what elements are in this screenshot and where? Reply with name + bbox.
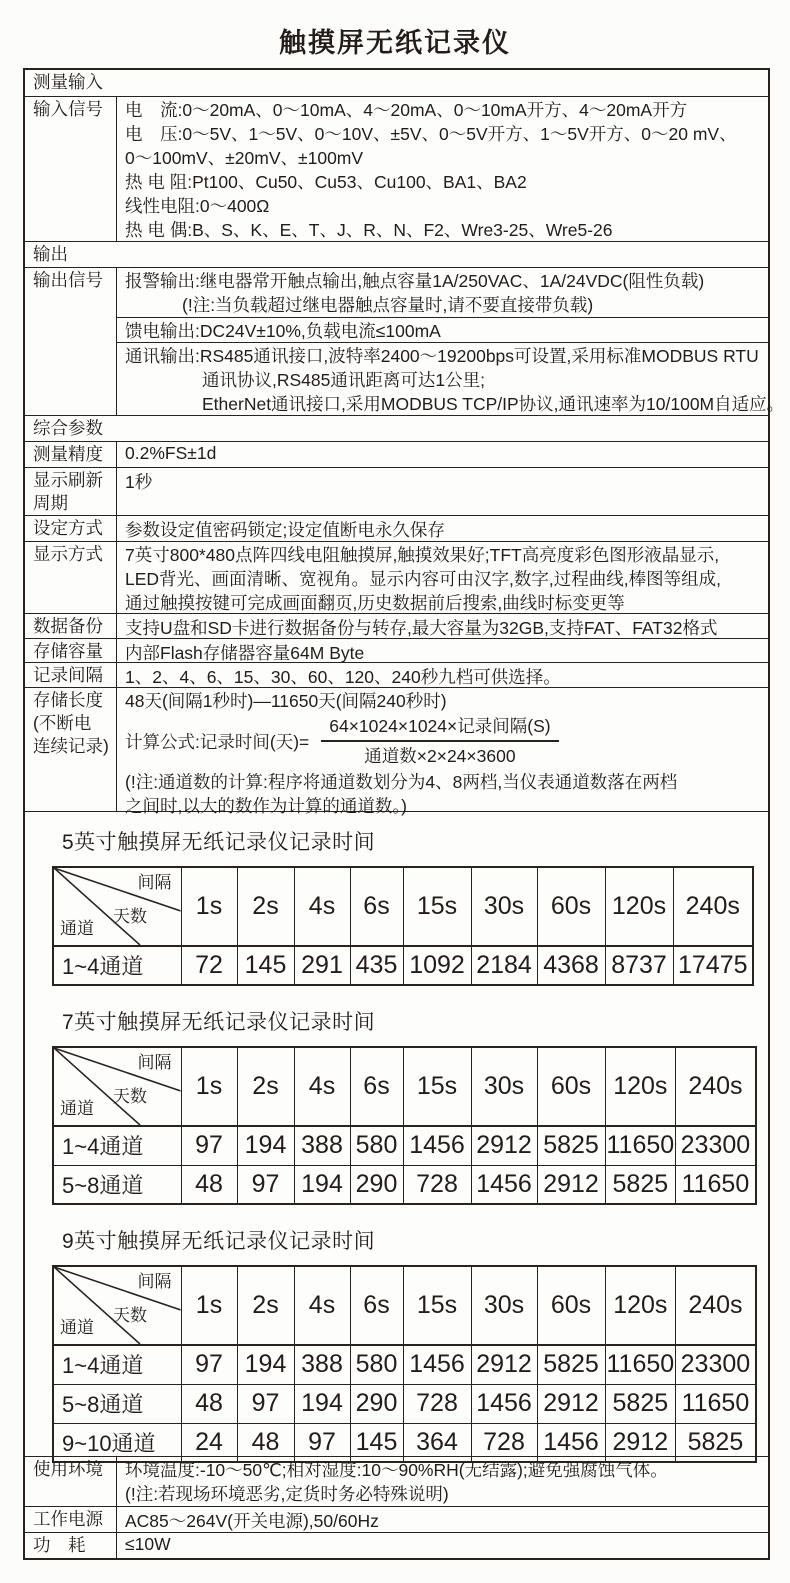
interval-header-cell: 2s (237, 1047, 294, 1126)
record-days-cell: 290 (350, 1165, 403, 1204)
spec-row-value: 1、2、4、6、15、30、60、120、240秒九档可供选择。 (125, 667, 561, 687)
record-days-cell: 23300 (676, 1126, 756, 1165)
record-days-cell: 2912 (537, 1384, 605, 1423)
spec-row-label: 显示方式 (25, 542, 117, 613)
record-days-cell: 194 (294, 1165, 350, 1204)
spec-row-environment (25, 1456, 768, 1506)
spec-row-data-backup (25, 613, 768, 638)
corner-label-days: 天数 (113, 907, 147, 926)
spec-row-label: 设定方式 (25, 516, 117, 541)
corner-label-interval: 间隔 (137, 1053, 172, 1072)
record-table-header-row (53, 1047, 756, 1126)
spec-row-refresh-period (25, 467, 768, 515)
spec-line: 7英寸800*480点阵四线电阻触摸屏,触摸效果好;TFT高亮度彩色图形液晶显示, (125, 545, 720, 565)
spec-row-display-method (25, 541, 768, 613)
record-table-title: 7英寸触摸屏无纸记录仪记录时间 (62, 1011, 376, 1034)
interval-header-cell: 120s (605, 867, 673, 946)
spec-row-record-interval (25, 662, 768, 687)
record-days-cell: 23300 (676, 1345, 756, 1384)
spec-line: (!注:若现场环境恶劣,定货时务必特殊说明) (125, 1484, 449, 1504)
spec-row-value: ≤10W (125, 1534, 171, 1554)
record-days-cell: 1456 (471, 1384, 537, 1423)
interval-header-cell: 60s (537, 867, 605, 946)
channel-label-cell: 1~4通道 (53, 1126, 181, 1165)
spec-row-label: 记录间隔 (25, 663, 117, 687)
spec-line: 0～100mV、±20mV、±100mV (125, 148, 364, 168)
interval-header-cell: 2s (237, 867, 294, 946)
spec-line: 通讯协议,RS485通讯距离可达1公里; (202, 370, 485, 390)
formula-numerator: 64×1024×1024×记录间隔(S) (321, 714, 558, 742)
record-time-table-5inch (52, 866, 754, 986)
record-days-cell: 48 (181, 1384, 237, 1423)
record-days-cell: 97 (237, 1384, 294, 1423)
record-days-cell: 24 (181, 1423, 237, 1462)
interval-header-cell: 60s (537, 1047, 605, 1126)
spec-line: 馈电输出:DC24V±10%,负载电流≤100mA (125, 321, 441, 341)
spec-row-value (117, 1457, 768, 1506)
spec-row-setting-method (25, 515, 768, 541)
record-days-cell: 48 (237, 1423, 294, 1462)
record-table-block-9inch (25, 1225, 768, 1463)
record-days-cell: 290 (350, 1384, 403, 1423)
channel-label-cell: 5~8通道 (53, 1384, 181, 1423)
formula-prefix: 计算公式:记录时间(天)= (125, 731, 310, 752)
diagonal-header-cell (53, 1047, 181, 1126)
record-days-cell: 5825 (605, 1384, 676, 1423)
record-days-cell: 1456 (537, 1423, 605, 1462)
interval-header-cell: 15s (403, 867, 471, 946)
record-days-cell: 728 (403, 1384, 471, 1423)
label-line: 连续记录) (33, 736, 109, 756)
label-line: 存储长度 (33, 690, 103, 710)
spec-row-value (117, 97, 768, 241)
spec-row-label: 测量精度 (25, 442, 117, 467)
record-table-row (53, 1384, 756, 1423)
record-days-cell: 5825 (537, 1126, 605, 1165)
spec-row-value: 参数设定值密码锁定;设定值断电永久保存 (125, 520, 445, 540)
interval-header-cell: 240s (673, 867, 753, 946)
interval-header-cell: 30s (471, 1047, 537, 1126)
spec-row-label: 数据备份 (25, 614, 117, 638)
spec-row-label: 输出信号 (25, 268, 117, 415)
record-days-cell: 5825 (537, 1345, 605, 1384)
interval-header-cell: 4s (294, 867, 350, 946)
interval-header-cell: 120s (605, 1266, 676, 1345)
spec-row-label: 使用环境 (25, 1457, 117, 1506)
feed-output-cell (117, 317, 768, 342)
record-table-row (53, 946, 753, 985)
spec-line: 线性电阻:0～400Ω (125, 196, 270, 216)
record-days-cell: 2912 (537, 1165, 605, 1204)
spec-row-value: 内部Flash存储器容量64M Byte (125, 643, 365, 663)
record-days-cell: 2912 (471, 1345, 537, 1384)
interval-header-cell: 15s (403, 1266, 471, 1345)
spec-row-value (117, 542, 768, 613)
spec-row-label: 存储容量 (25, 639, 117, 662)
record-days-cell: 364 (403, 1423, 471, 1462)
spec-row-label: 输入信号 (25, 97, 117, 241)
record-table-header-row (53, 867, 753, 946)
spec-row-value (117, 268, 785, 415)
interval-header-cell: 30s (471, 867, 537, 946)
channel-label-cell: 5~8通道 (53, 1165, 181, 1204)
corner-label-days: 天数 (113, 1087, 147, 1106)
record-days-cell: 1456 (471, 1165, 537, 1204)
section-header-measure-input: 测量输入 (33, 72, 103, 92)
spec-line: LED背光、画面清晰、宽视角。显示内容可由汉字,数字,过程曲线,棒图等组成, (125, 569, 721, 589)
spec-row-accuracy (25, 441, 768, 467)
record-table-header-row (53, 1266, 756, 1345)
record-days-cell: 2912 (471, 1126, 537, 1165)
interval-header-cell: 6s (350, 1266, 403, 1345)
corner-label-interval: 间隔 (137, 873, 172, 892)
spec-row-output-signal (25, 267, 785, 415)
spec-line: (!注:通道数的计算:程序将通道数划分为4、8两档,当仪表通道数落在两档 (125, 772, 678, 792)
record-days-cell: 194 (237, 1126, 294, 1165)
record-days-cell: 97 (237, 1165, 294, 1204)
spec-line: 之间时,以大的数作为计算的通道数。) (125, 796, 407, 816)
record-days-cell: 728 (403, 1165, 471, 1204)
section-header-output: 输出 (25, 241, 768, 267)
record-days-cell: 728 (471, 1423, 537, 1462)
comm-output-cell (117, 342, 785, 415)
spec-line: 热 电 阻:Pt100、Cu50、Cu53、Cu100、BA1、BA2 (125, 172, 527, 192)
record-table-title: 9英寸触摸屏无纸记录仪记录时间 (62, 1230, 376, 1253)
spec-row-label (25, 688, 117, 811)
spec-line: 通讯输出:RS485通讯接口,波特率2400～19200bps可设置,采用标准MODBUS RTU (125, 346, 759, 366)
record-days-cell: 1092 (403, 946, 471, 985)
corner-label-channel: 通道 (60, 1099, 94, 1118)
record-days-cell: 97 (181, 1126, 237, 1165)
spec-row-power-consumption (25, 1532, 768, 1558)
corner-label-channel: 通道 (60, 919, 94, 938)
record-days-cell: 5825 (605, 1165, 676, 1204)
spec-row-value: 1秒 (125, 472, 153, 492)
record-days-cell: 4368 (537, 946, 605, 985)
spec-row-storage-length (25, 687, 768, 816)
record-days-cell: 388 (294, 1126, 350, 1165)
spec-row-value: 支持U盘和SD卡进行数据备份与转存,最大容量为32GB,支持FAT、FAT32格式 (125, 618, 718, 638)
spec-table (23, 68, 785, 1560)
record-table-block-5inch (25, 826, 768, 986)
interval-header-cell: 6s (350, 867, 403, 946)
record-days-cell: 11650 (605, 1126, 676, 1165)
storage-range-line: 48天(间隔1秒时)—11650天(间隔240秒时) (125, 691, 447, 711)
corner-label-interval: 间隔 (137, 1272, 172, 1291)
record-days-cell: 580 (350, 1126, 403, 1165)
record-days-cell: 291 (294, 946, 350, 985)
record-days-cell: 97 (294, 1423, 350, 1462)
spec-line: 电 流:0～20mA、0～10mA、4～20mA、0～10mA开方、4～20mA开方 (125, 100, 688, 120)
spec-line: (!注:当负载超过继电器触点容量时,请不要直接带负载) (182, 295, 594, 315)
diagonal-header-cell (53, 1266, 181, 1345)
spec-row-value (117, 688, 768, 816)
interval-header-cell: 240s (676, 1047, 756, 1126)
record-days-cell: 1456 (403, 1126, 471, 1165)
alarm-output-cell (117, 268, 768, 317)
record-table-row (53, 1165, 756, 1204)
record-days-cell: 145 (350, 1423, 403, 1462)
record-table-row (53, 1345, 756, 1384)
interval-header-cell: 1s (181, 1047, 237, 1126)
record-days-cell: 194 (294, 1384, 350, 1423)
record-days-cell: 11650 (676, 1165, 756, 1204)
channel-label-cell: 9~10通道 (53, 1423, 181, 1462)
label-line: (不断电 (33, 713, 92, 733)
interval-header-cell: 6s (350, 1047, 403, 1126)
spec-line: 热 电 偶:B、S、K、E、T、J、R、N、F2、Wre3-25、Wre5-26 (125, 220, 613, 240)
spec-row-label: 工作电源 (25, 1507, 117, 1532)
record-table-row (53, 1126, 756, 1165)
record-days-cell: 48 (181, 1165, 237, 1204)
spec-row-storage-capacity (25, 638, 768, 662)
record-days-cell: 145 (237, 946, 294, 985)
record-days-cell: 388 (294, 1345, 350, 1384)
record-days-cell: 8737 (605, 946, 673, 985)
spec-line: 电 压:0～5V、1～5V、0～10V、±5V、0～5V开方、1～5V开方、0～20 mV、 (125, 124, 737, 144)
interval-header-cell: 1s (181, 867, 237, 946)
record-table-title: 5英寸触摸屏无纸记录仪记录时间 (62, 831, 376, 854)
section-header-general-params: 综合参数 (25, 415, 768, 441)
formula-fraction (321, 714, 558, 768)
record-table-block-7inch (25, 1006, 768, 1205)
spec-line: 通过触摸按键可完成画面翻页,历史数据前后搜索,曲线时标变更等 (125, 593, 625, 613)
record-days-cell: 194 (237, 1345, 294, 1384)
spec-row-value: AC85～264V(开关电源),50/60Hz (125, 1511, 379, 1531)
interval-header-cell: 60s (537, 1266, 605, 1345)
record-days-cell: 2912 (605, 1423, 676, 1462)
record-time-table-9inch (52, 1265, 757, 1463)
record-time-table-7inch (52, 1046, 757, 1205)
interval-header-cell: 15s (403, 1047, 471, 1126)
record-days-cell: 11650 (605, 1345, 676, 1384)
interval-header-cell: 4s (294, 1047, 350, 1126)
spec-line: 报警输出:继电器常开触点输出,触点容量1A/250VAC、1A/24VDC(阻性负载) (125, 271, 705, 291)
interval-header-cell: 4s (294, 1266, 350, 1345)
spec-row-input-signal (25, 96, 768, 241)
channel-label-cell: 1~4通道 (53, 946, 181, 985)
interval-header-cell: 2s (237, 1266, 294, 1345)
interval-header-cell: 30s (471, 1266, 537, 1345)
interval-header-cell: 240s (676, 1266, 756, 1345)
spec-row-value: 0.2%FS±1d (125, 443, 217, 463)
spec-line: 环境温度:-10～50℃;相对湿度:10～90%RH(无结露);避免强腐蚀气体。 (125, 1460, 668, 1480)
record-tables-cell (25, 811, 768, 1456)
record-days-cell: 72 (181, 946, 237, 985)
record-days-cell: 2184 (471, 946, 537, 985)
interval-header-cell: 120s (605, 1047, 676, 1126)
record-days-cell: 1456 (403, 1345, 471, 1384)
page-title: 触摸屏无纸记录仪 (279, 28, 511, 58)
channel-label-cell: 1~4通道 (53, 1345, 181, 1384)
record-days-cell: 580 (350, 1345, 403, 1384)
record-days-cell: 5825 (676, 1423, 756, 1462)
record-days-cell: 17475 (673, 946, 753, 985)
record-days-cell: 11650 (676, 1384, 756, 1423)
corner-label-channel: 通道 (60, 1318, 94, 1337)
formula-denominator: 通道数×2×24×3600 (364, 746, 516, 766)
record-days-cell: 97 (181, 1345, 237, 1384)
spec-row-label: 功 耗 (25, 1533, 117, 1558)
corner-label-days: 天数 (113, 1306, 147, 1325)
interval-header-cell: 1s (181, 1266, 237, 1345)
diagonal-header-cell (53, 867, 181, 946)
spec-row-power-supply (25, 1506, 768, 1532)
record-days-cell: 435 (350, 946, 403, 985)
spec-line: EtherNet通讯接口,采用MODBUS TCP/IP协议,通讯速率为10/100M自适应。 (202, 394, 785, 414)
spec-row-label: 显示刷新周期 (25, 468, 117, 515)
storage-formula (125, 714, 762, 768)
